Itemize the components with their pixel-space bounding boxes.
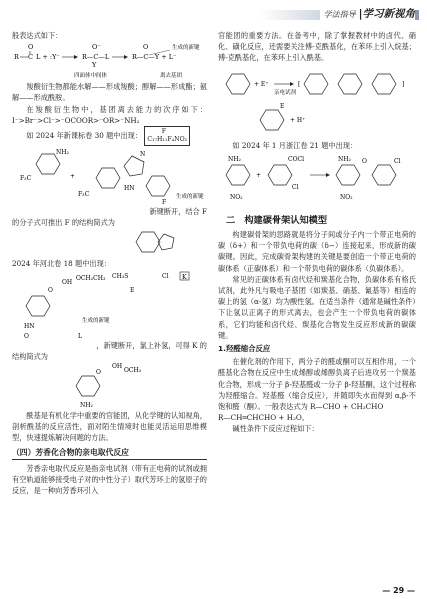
- svg-text:OH: OH: [62, 278, 73, 286]
- heading-aromatic-substitution: （四）芳香化合物的亲电取代反应: [12, 447, 207, 460]
- fig1-new-bond-label: 生成的新键: [172, 45, 200, 52]
- svg-text:R: R: [14, 53, 19, 62]
- svg-text:O: O: [96, 369, 101, 377]
- figure-acyl-mechanism: [12, 41, 207, 81]
- svg-text:[: [: [298, 80, 301, 88]
- svg-text:E: E: [280, 102, 285, 110]
- svg-text:O: O: [362, 157, 367, 165]
- svg-text:Cl: Cl: [162, 272, 169, 280]
- svg-text:NO₂: NO₂: [230, 193, 243, 201]
- svg-text:+: +: [70, 173, 76, 181]
- svg-text:+ H⁺: + H⁺: [290, 116, 306, 124]
- section-title-carbon-skeleton: 二 构建碳骨架认知模型: [226, 214, 328, 226]
- left-p9: 结构简式为: [12, 351, 48, 361]
- fig3-k-label: K: [182, 273, 187, 281]
- left-p8: ，新键断开，氯上补氢，可得 K 的: [96, 340, 207, 350]
- figure-f-structure: [12, 146, 207, 206]
- figure-f-product: [12, 228, 207, 258]
- svg-text:HN: HN: [124, 185, 135, 193]
- svg-text:O: O: [143, 43, 149, 52]
- svg-text:+: +: [256, 171, 262, 179]
- figure-hebei: [12, 270, 207, 340]
- svg-text:L + :Y⁻: L + :Y⁻: [36, 53, 60, 62]
- svg-text:R—C—Y + L⁻: R—C—Y + L⁻: [132, 53, 177, 62]
- left-p6: 的分子式可推出 F 的结构简式为: [12, 218, 115, 228]
- svg-text:O: O: [48, 286, 53, 294]
- svg-text:NO₂: NO₂: [340, 193, 353, 201]
- left-p5: 新键断开，结合 F: [149, 207, 207, 217]
- left-p3: 在羧酸衍生物中，基团离去能力的次序如下：I⁻>Br⁻>Cl⁻>⁻OCOOR>⁻OR>⁻NH₂: [12, 104, 207, 125]
- fig3-e-label: E: [130, 286, 135, 294]
- left-p1: 般表达式如下：: [12, 31, 63, 40]
- figure-electrophilic-mechanism: [218, 64, 416, 140]
- svg-text:Cl: Cl: [292, 183, 299, 191]
- formula-box-f: F C₁₇H₁₁F₄NO₂: [144, 126, 190, 146]
- svg-text:NH₂: NH₂: [80, 402, 93, 410]
- right-p1: 官能团的重要方法。在备考中，除了掌握教材中的卤代、硝化、磺化反应，还需要关注傅-克酰基化，在苯环上引入烷基；傅-克酰基化，在苯环上引入酰基。: [218, 31, 416, 63]
- svg-text:HN: HN: [24, 322, 35, 330]
- svg-text:O: O: [24, 332, 29, 340]
- svg-text:COCl: COCl: [288, 155, 305, 163]
- fig3-new-bond-label: 生成的新键: [82, 317, 110, 324]
- fig1-leaving-label: 离去基团: [160, 73, 183, 80]
- svg-text:]: ]: [402, 80, 405, 88]
- svg-text:NH₂: NH₂: [228, 155, 241, 163]
- left-p11: 芳香亲电取代反应是指亲电试剂（带有正电荷的试剂或拥有空轨道能够接受电子对的中性分子）取代芳环上的氢原子的反应，是一种向芳香环引入: [12, 463, 207, 496]
- right-p2: 如 2024 年 1 月浙江卷 21 题中出现：: [232, 140, 358, 150]
- svg-text:OH: OH: [112, 363, 123, 371]
- subheading-aldol: 1.羟醛缩合反应: [218, 344, 271, 354]
- svg-text:CH₃S: CH₃S: [112, 272, 129, 280]
- right-p3: 构建碳骨架的思路就是将分子间或分子内一个带正电荷的碳（δ+）和一个带负电荷的碳（δ−）连接起来，形成新的碳碳键。因此，完成碳骨架构建的关键是要创造一个带正电荷的碳体系（正碳体系）和一个带负电荷的碳体系（负碳体系）。: [218, 230, 416, 273]
- svg-text:Cl: Cl: [394, 157, 401, 165]
- mech-electrophile-label: 亲电试剂: [274, 89, 297, 96]
- right-p4: 常见的正碳体系有卤代烃和羰基化合物，负碳体系有格氏试剂，此外凡与吸电子基团（如羰基、硝基、氰基等）相连的碳上的氢（α-氢）均为酸性氢。在适当条件（通常是碱性条件）下让氢以正离子的形式离去，也会产生一个带负电荷的碳体系，它们均能和卤代烃、羰基化合物发生反应形成新的碳碳键。: [218, 274, 416, 340]
- figure-zhejiang: [218, 151, 416, 211]
- svg-text:C: C: [28, 53, 33, 62]
- running-header: [260, 6, 419, 24]
- svg-text:NH₂: NH₂: [56, 149, 69, 157]
- fig1-intermediate-label: 四面体中间体: [74, 73, 108, 80]
- header-title: 学法指导 |学习新视角: [320, 6, 415, 21]
- svg-text:Y: Y: [92, 61, 97, 70]
- right-p5: 在催化剂的作用下，两分子的醛或酮可以互相作用，一个醛基化合物在反应中生成烯醇或烯醇负离子后进攻另一个羰基化合物，形成一分子 β-羟基醛或一分子 β-羟基酮，这个过程称为羟醛缩合。羟基醛（缩合反应），并随即失水而得到 α,β-不饱和醛（酮）。一般表达式为 R—CHO + CH₃CHO: [218, 357, 416, 412]
- fig2-new-bond-label: 生成的新键: [176, 194, 204, 201]
- svg-text:F: F: [162, 199, 167, 207]
- page-number: — 29 —: [382, 586, 415, 595]
- left-p2: 羧酸衍生物都能水解——形成羧酸；醇解——形成酯；氨解——形成酰胺。: [12, 82, 207, 103]
- svg-text:N: N: [140, 151, 146, 159]
- right-column: [218, 30, 416, 583]
- svg-text:OCH₃: OCH₃: [124, 367, 142, 375]
- svg-text:F₃C: F₃C: [78, 191, 90, 199]
- figure-k-structure: [12, 362, 207, 410]
- svg-text:NH₂: NH₂: [338, 155, 351, 163]
- fig3-l-label: L: [78, 332, 82, 340]
- right-p6: R—CH═CHCHO + H₂O。: [218, 413, 309, 423]
- left-p4: 如 2024 年新课标卷 30 题中出现： F C₁₇H₁₁F₄NO₂: [12, 126, 207, 146]
- left-column: [12, 30, 207, 583]
- left-p7: 2024 年河北卷 18 题中出现：: [12, 259, 111, 269]
- svg-text:O: O: [28, 43, 34, 52]
- svg-text:OCH₂CH₃: OCH₂CH₃: [76, 274, 106, 282]
- left-p10: 酰基是有机化学中重要的官能团，从化学键的认知视角，剖析酰基的反应活性，面对陌生情境时也能灵活运用思维模型，快速提炼解决问题的方法。: [12, 411, 207, 443]
- svg-text:R—C—L: R—C—L: [82, 53, 110, 62]
- svg-text:+ E⁺: + E⁺: [254, 80, 269, 88]
- svg-text:O⁻: O⁻: [92, 43, 101, 52]
- right-p7: 碱性条件下反应过程如下：: [232, 424, 319, 434]
- svg-text:F₃C: F₃C: [20, 175, 32, 183]
